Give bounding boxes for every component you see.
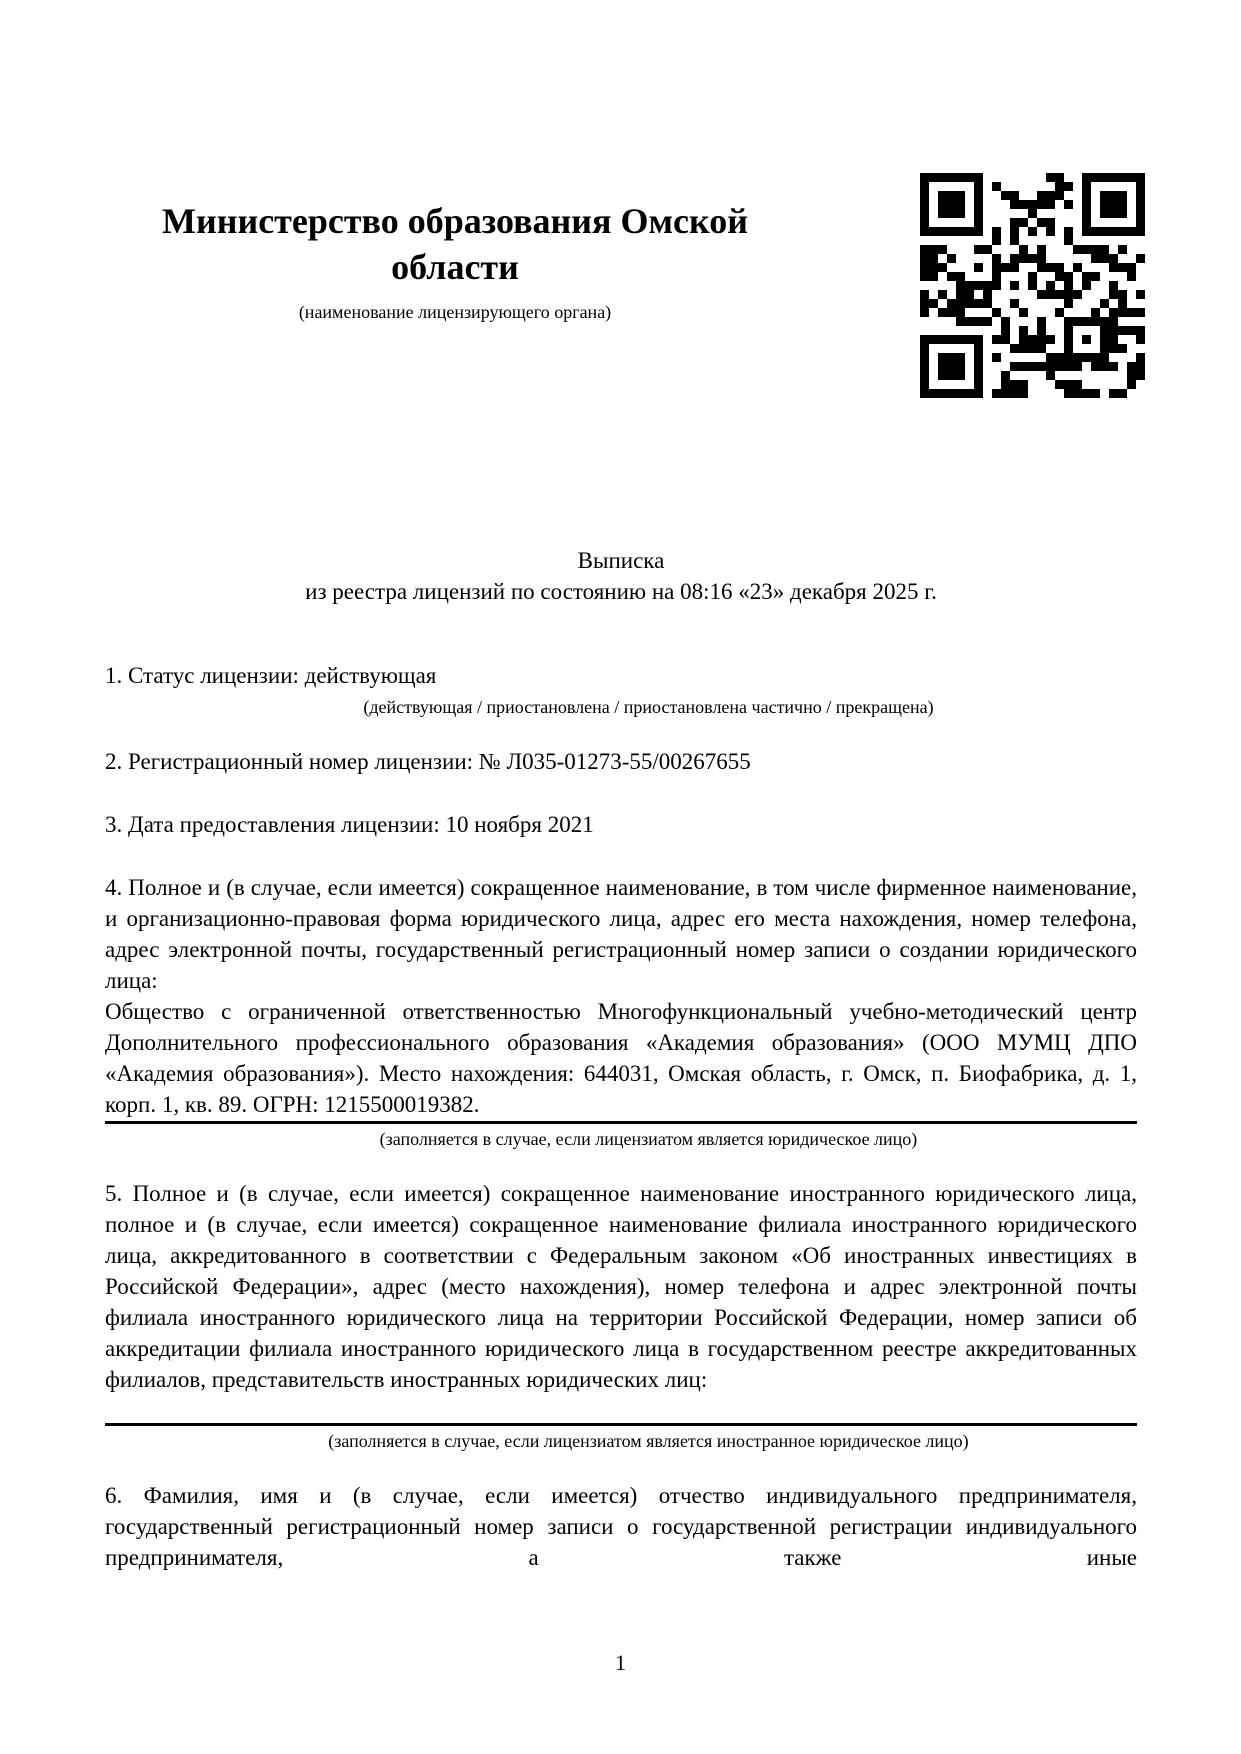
licensing-authority-caption: (наименование лицензирующего органа) [298,302,612,322]
ministry-name: Министерство образования Омской области [161,201,749,287]
legal-entity-value: Общество с ограниченной ответственностью Многофункциональный учебно-методический центр Дополнительного профессионального образования «Академия образования» (ООО МУМЦ ДПО «Академия образования»). Место нахождения: 644031, Омская область, г. Омск, п. Биофабрика, д. 1, корп. 1, кв. 89. ОГРН: 1215500019382. [105,999,1137,1117]
licensing-authority-block [105,198,805,324]
qr-code-icon [920,173,1145,398]
extract-title-block [105,545,1137,607]
foreign-entity-fill-caption: (заполняется в случае, если лицензиатом является иностранное юридическое лицо) [328,1431,969,1451]
document-body [105,660,1137,1573]
extract-title: Выписка [577,548,665,573]
registration-number-line: 2. Регистрационный номер лицензии: № Л035-01273-55/00267655 [105,749,751,774]
license-status-line: 1. Статус лицензии: действующая [105,663,437,688]
grant-date-line: 3. Дата предоставления лицензии: 10 ноября 2021 [105,812,594,837]
extract-subtitle: из реестра лицензий по состоянию на 08:16 «23» декабря 2025 г. [305,579,937,604]
legal-entity-fill-caption: (заполняется в случае, если лицензиатом является юридическое лицо) [379,1129,918,1149]
fill-line [105,1423,1137,1426]
foreign-entity-paragraph: 5. Полное и (в случае, если имеется) сокращенное наименование иностранного юридического лица, полное и (в случае, если имеется) сокращенное наименование филиала иностранного юридического лица, аккредитованного в соответствии с Федеральным законом «Об иностранных инвестициях в Российской Федерации», адрес (место нахождения), номер телефона и адрес электронной почты филиала иностранного юридического лица на территории Российской Федерации, номер записи об аккредитации филиала иностранного юридического лица в государственном реестре аккредитованных филиалов, представительств иностранных юридических лиц: [105,1181,1137,1392]
legal-entity-paragraph: 4. Полное и (в случае, если имеется) сокращенное наименование, в том числе фирменное наименование, и организационно-правовая форма юридического лица, адрес его места нахождения, номер телефона, адрес электронной почты, государственный регистрационный номер записи о создании юридического лица: [105,875,1137,993]
status-options-caption: (действующая / приостановлена / приостановлена частично / прекращена) [363,697,934,717]
entrepreneur-paragraph: 6. Фамилия, имя и (в случае, если имеется) отчество индивидуального предпринимателя, государственный регистрационный номер записи о государственной регистрации индивидуального предпринимателя, а также иные [105,1483,1137,1570]
fill-line [105,1121,1137,1124]
page-number: 1 [615,1650,626,1675]
